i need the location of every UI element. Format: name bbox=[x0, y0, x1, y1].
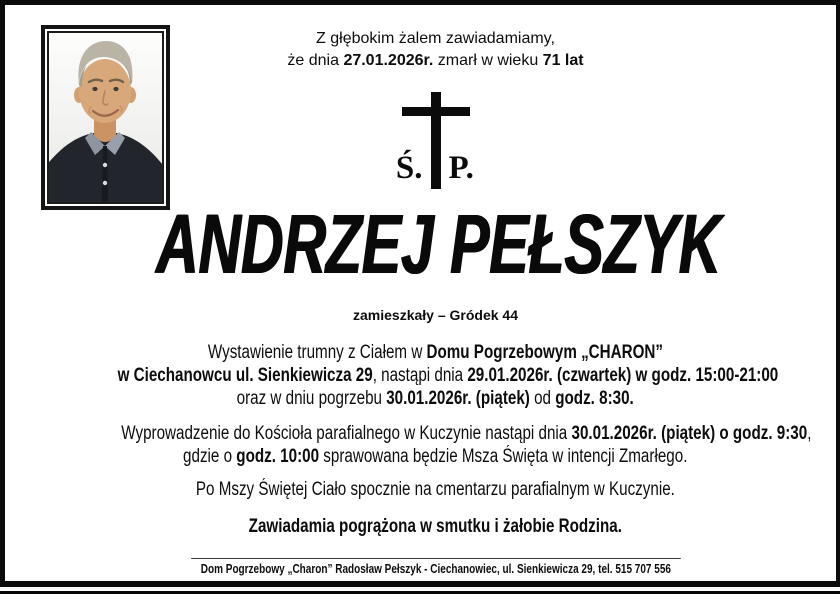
family-notice-paragraph bbox=[35, 515, 836, 538]
wake-text: Wystawienie trumny z Ciałem w bbox=[207, 342, 427, 363]
mass-text-tail: sprawowana będzie Msza Święta w intencji Zmarłego. bbox=[319, 446, 688, 467]
funeral-home-name: Domu Pogrzebowym „CHARON” bbox=[426, 342, 664, 363]
procession-comma: , bbox=[807, 423, 812, 444]
deceased-name: ANDRZEJ PEŁSZYK bbox=[156, 197, 722, 291]
notice-content bbox=[5, 5, 836, 581]
procession-line-1 bbox=[35, 422, 836, 445]
funeral-home-address: w Ciechanowcu ul. Sienkiewicza 29 bbox=[117, 365, 373, 386]
funeral-home-footer bbox=[35, 558, 836, 578]
burial-text: Po Mszy Świętej Ciało spocznie na cmentarzu parafialnym w Kuczynie. bbox=[195, 479, 675, 500]
mass-text: gdzie o bbox=[183, 446, 237, 467]
cross-icon bbox=[346, 92, 526, 189]
wake-text: , nastąpi dnia bbox=[372, 365, 468, 386]
age-at-death: 71 lat bbox=[542, 52, 584, 69]
wake-line-3 bbox=[35, 387, 836, 410]
condensed-text bbox=[121, 422, 811, 445]
sp-initial-right: P. bbox=[448, 150, 474, 186]
intro-prefix: że dnia bbox=[287, 52, 344, 69]
condensed-text bbox=[249, 515, 622, 538]
wake-text: od bbox=[530, 388, 556, 409]
family-notice-text: Zawiadamia pogrążona w smutku i żałobie Rodzina. bbox=[248, 516, 623, 537]
procession-text: Wyprowadzenie do Kościoła parafialnego w Kuczynie nastąpi dnia bbox=[121, 423, 572, 444]
death-date: 27.01.2026r. bbox=[343, 52, 434, 69]
cross-horizontal-bar bbox=[402, 107, 470, 116]
funeral-day-hour: godz. 8:30. bbox=[555, 388, 635, 409]
procession-date-time: 30.01.2026r. (piątek) o godz. 9:30 bbox=[571, 423, 808, 444]
deceased-name-row bbox=[35, 197, 836, 291]
procession-line-2 bbox=[35, 445, 836, 468]
intro-line-2 bbox=[35, 50, 836, 72]
burial-line bbox=[35, 478, 836, 501]
condensed-text bbox=[208, 341, 663, 364]
sp-initial-left: Ś. bbox=[395, 150, 423, 186]
intro-middle: zmarł w wieku bbox=[433, 52, 543, 69]
condensed-text bbox=[237, 387, 634, 410]
procession-paragraph bbox=[35, 422, 836, 468]
wake-line-1 bbox=[35, 341, 836, 364]
intro-line-1: Z głębokim żalem zawiadamiamy, bbox=[316, 30, 555, 47]
funeral-day-date: 30.01.2026r. (piątek) bbox=[386, 388, 531, 409]
footer-contact-line: Dom Pogrzebowy „Charon” Radosław Pełszyk - Ciechanowiec, ul. Sienkiewicza 29, tel. 515 707 556 bbox=[191, 558, 680, 576]
condensed-text bbox=[196, 478, 675, 501]
family-notice-line bbox=[35, 515, 836, 538]
burial-paragraph bbox=[35, 478, 836, 501]
wake-line-2 bbox=[35, 364, 836, 387]
condensed-text bbox=[183, 445, 687, 468]
wake-text: oraz w dniu pogrzebu bbox=[236, 388, 387, 409]
mass-hour: godz. 10:00 bbox=[236, 446, 320, 467]
wake-date-hours: 29.01.2026r. (czwartek) w godz. 15:00-21:00 bbox=[467, 365, 779, 386]
residence-line: zamieszkały – Gródek 44 bbox=[353, 307, 518, 323]
condensed-text bbox=[118, 364, 779, 387]
wake-paragraph bbox=[35, 341, 836, 410]
